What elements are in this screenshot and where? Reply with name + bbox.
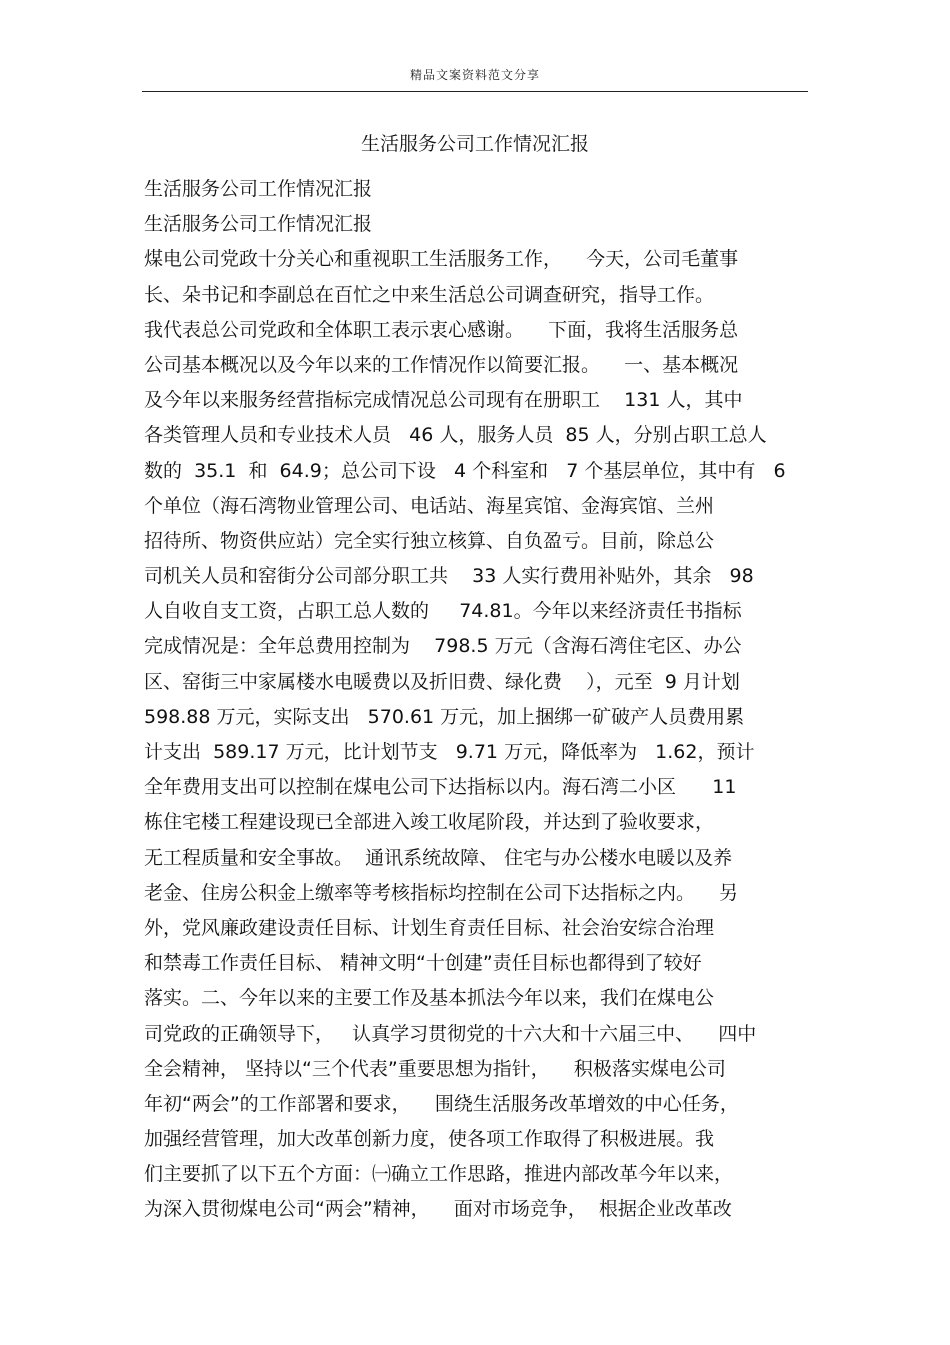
body-line: 栋住宅楼工程建设现已全部进入竣工收尾阶段，并达到了验收要求， [144,811,715,834]
body-line: 司机关人员和窑街分公司部分职工共 33 人实行费用补贴外，其余 98 [144,565,754,588]
body-line: 生活服务公司工作情况汇报 [144,213,373,236]
body-line: 老金、住房公积金上缴率等考核指标均控制在公司下达指标之内。 另 [144,881,739,904]
body-line: 年初“两会”的工作部署和要求， 围绕生活服务改革增效的中心任务， [144,1092,739,1115]
body-line: 司党政的正确领导下， 认真学习贯彻党的十六大和十六届三中、 四中 [144,1022,757,1045]
page-header: 精品文案资料范文分享 [409,68,540,82]
body-line: 招待所、物资供应站）完全实行独立核算、自负盈亏。目前，除总公 [144,529,715,552]
body-line: 全年费用支出可以控制在煤电公司下达指标以内。海石湾二小区 11 [144,776,737,799]
body-line: 外，党风廉政建设责任目标、计划生育责任目标、社会治安综合治理 [144,916,715,939]
body-line: 为深入贯彻煤电公司“两会”精神， 面对市场竞争， 根据企业改革改 [144,1198,732,1221]
body-line: 598.88 万元，实际支出 570.61 万元，加上捆绑一矿破产人员费用累 [144,705,745,728]
header-divider [142,91,808,92]
body-line: 落实。二、今年以来的主要工作及基本抓法今年以来，我们在煤电公 [144,987,715,1010]
body-line: 和禁毒工作责任目标、 精神文明“十创建”责任目标也都得到了较好 [144,952,702,975]
body-line: 数的 35.1 和 64.9；总公司下设 4 个科室和 7 个基层单位，其中有 6 [144,459,786,482]
body-line: 计支出 589.17 万元，比计划节支 9.71 万元，降低率为 1.62，预计 [144,741,755,763]
body-line: 长、朵书记和李副总在百忙之中来生活总公司调查研究，指导工作。 [144,283,715,306]
body-line: 煤电公司党政十分关心和重视职工生活服务工作， 今天，公司毛董事 [144,248,739,271]
body-line: 无工程质量和安全事故。 通讯系统故障、 住宅与办公楼水电暖以及养 [144,846,733,869]
body-line: 完成情况是：全年总费用控制为 798.5 万元（含海石湾住宅区、办公 [144,635,742,658]
body-line: 区、窑街三中家属楼水电暖费以及折旧费、绿化费 ），元至 9 月计划 [144,670,740,693]
body-line: 我代表总公司党政和全体职工表示衷心感谢。 下面，我将生活服务总 [144,318,739,341]
body-line: 全会精神， 坚持以“三个代表”重要思想为指针， 积极落实煤电公司 [144,1057,726,1080]
body-line: 及今年以来服务经营指标完成情况总公司现有在册职工 131 人，其中 [144,389,743,412]
body-line: 生活服务公司工作情况汇报 [144,178,373,200]
document-title: 生活服务公司工作情况汇报 [360,133,589,155]
body-line: 们主要抓了以下五个方面：㈠确立工作思路，推进内部改革今年以来， [144,1163,734,1186]
body-line: 公司基本概况以及今年以来的工作情况作以简要汇报。 一、基本概况 [144,353,739,376]
body-line: 加强经营管理，加大改革创新力度，使各项工作取得了积极进展。我 [144,1128,715,1151]
body-line: 个单位（海石湾物业管理公司、电话站、海星宾馆、金海宾馆、兰州 [144,494,715,517]
body-line: 各类管理人员和专业技术人员 46 人，服务人员 85 人，分别占职工总人 [144,424,767,447]
body-line: 人自收自支工资，占职工总人数的 74.81。今年以来经济责任书指标 [144,600,742,623]
document-body [144,172,824,1228]
